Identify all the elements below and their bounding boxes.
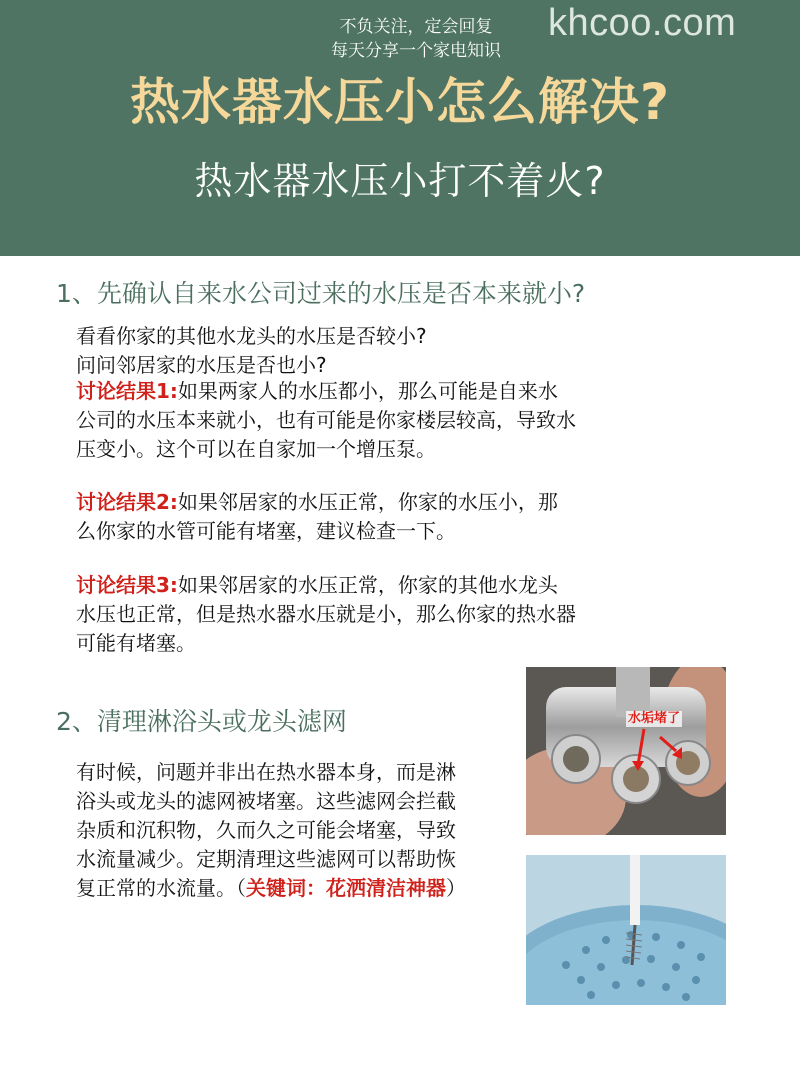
body-line: 浴头或龙头的滤网被堵塞。这些滤网会拦截: [76, 789, 456, 813]
result-label: 讨论结果3:: [76, 573, 178, 597]
result-text: 可能有堵塞。: [76, 631, 196, 655]
body-line: 水流量减少。定期清理这些滤网可以帮助恢: [76, 847, 456, 871]
result-2: [76, 488, 676, 546]
section-2-heading: 2、清理淋浴头或龙头滤网: [56, 707, 347, 736]
result-text: 水压也正常，但是热水器水压就是小，那么你家的热水器: [76, 602, 576, 626]
tagline-line-1: 不负关注，定会回复: [339, 17, 493, 37]
page-subtitle: 热水器水压小打不着火?: [194, 159, 606, 203]
watermark: khcoo.com: [548, 2, 737, 44]
body-line: 复正常的水流量。（: [76, 876, 246, 900]
result-text: 公司的水压本来就小，也有可能是你家楼层较高，导致水: [76, 408, 576, 432]
photo-caption: 水垢堵了: [628, 711, 681, 726]
result-1: [76, 377, 676, 464]
body-line: 杂质和沉积物，久而久之可能会堵塞，导致: [76, 818, 456, 842]
clogged-faucet-photo: [526, 667, 726, 835]
header-banner: [0, 0, 800, 256]
question-line: 问问邻居家的水压是否也小?: [76, 353, 327, 377]
page-title: 热水器水压小怎么解决?: [129, 73, 670, 131]
result-text: 压变小。这个可以在自家加一个增压泵。: [76, 437, 436, 461]
result-label: 讨论结果1:: [76, 379, 178, 403]
shower-head-cleaning-photo: [526, 855, 726, 1005]
result-label: 讨论结果2:: [76, 490, 178, 514]
result-text: 如果邻居家的水压正常，你家的水压小，那: [177, 490, 558, 514]
section-2-body: [76, 758, 528, 903]
result-text: 如果邻居家的水压正常，你家的其他水龙头: [177, 573, 558, 597]
question-line: 看看你家的其他水龙头的水压是否较小?: [76, 324, 427, 348]
result-text: 如果两家人的水压都小，那么可能是自来水: [177, 379, 558, 403]
section-1-questions: [76, 322, 427, 380]
result-text: 么你家的水管可能有堵塞，建议检查一下。: [76, 519, 456, 543]
tagline-line-2: 每天分享一个家电知识: [331, 41, 501, 61]
result-3: [76, 571, 676, 658]
body-line: 有时候，问题并非出在热水器本身，而是淋: [76, 760, 456, 784]
keyword: 关键词：花洒清洁神器: [246, 876, 446, 900]
body-line-suffix: ）: [446, 876, 466, 900]
section-1-heading: 1、先确认自来水公司过来的水压是否本来就小?: [56, 279, 586, 308]
